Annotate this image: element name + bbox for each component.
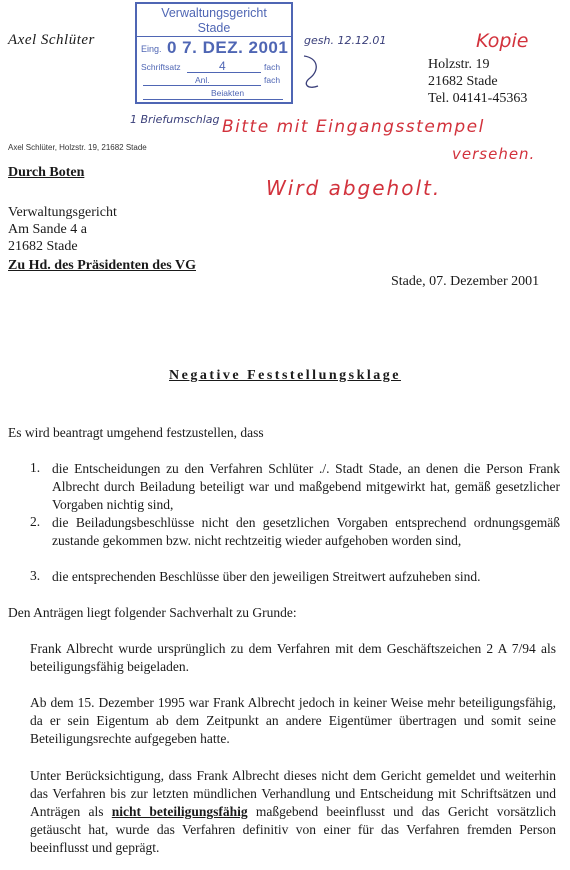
stamp-court-name: Verwaltungsgericht [161,6,267,20]
stamp-divider [137,36,291,37]
stamp-rule [143,85,261,86]
list-item-text: die Beiladungsbeschlüsse nicht den gesetzlichen Vorgaben entsprechend ordnungsgemäß zustande gekommen bzw. nicht rechtzeitig wieder aufgehoben worden sind, [52,515,560,548]
return-address-line: Axel Schlüter, Holzstr. 19, 21682 Stade [8,143,147,152]
stamp-court-city: Stade [197,21,231,35]
recipient-name: Verwaltungsgericht [8,205,117,220]
stamp-rule [143,99,283,100]
stamp-row-count: 4 [219,59,226,73]
list-item-text: die Entscheidungen zu den Verfahren Schlüter ./. Stadt Stade, an denen die Person Frank Albrecht durch Beiladung beteiligt war und maßgebend mitgewirkt hat, gemäß gesetzlicher Vorgaben nichtig sind, [52,461,560,512]
handwritten-note-kopie: Kopie [476,30,529,52]
stamp-row-fach1: fach [264,62,281,72]
list-item-number: 1. [30,460,41,475]
handwritten-note-envelope: 1 Briefumschlag [130,113,220,126]
recipient-street: Am Sande 4 a [8,222,87,237]
stamp-row-beiakten: Beiakten [211,88,245,98]
paragraph-3-start: Unter Berücksichtigung, dass Frank Albrecht dieses nicht dem Gericht gemeldet und weiterhin das Verfahren bis zur letzten mündlichen Verhandlung und Entscheidung mit Schriftsätzen und Anträgen als [30,768,556,819]
list-item-number: 3. [30,568,41,583]
stamp-rule [187,72,261,73]
paragraph-3-end: maßgebend beeinflusst und das Gericht vorsätzlich getäuscht hat, wurde das Verfahren definitiv von einer für das Verfahren fremden Person beeinflusst und geprägt. [30,804,556,855]
sender-phone: Tel. 04141-45363 [428,91,528,106]
recipient-attention: Zu Hd. des Präsidenten des VG [8,258,196,273]
sender-street: Holzstr. 19 [428,57,490,72]
paragraph-1: Frank Albrecht wurde ursprünglich zu dem Verfahren mit dem Geschäftszeichen 2 A 7/94 als beteiligungsfähig beigeladen. [30,641,556,674]
handwritten-note-pickup: Wird abgeholt. [266,176,442,200]
receipt-stamp [135,2,293,104]
paragraph-2: Ab dem 15. Dezember 1995 war Frank Albrecht jedoch in keiner Weise mehr beteiligungsfähig, da er sein Eigentum ab dem Zeitpunkt an andere Eigentümer übertragen und somit seine Beteiligungsrechte aufgegeben hatte. [30,695,556,746]
emphasis-not-eligible: nicht beteiligungsfähig [111,804,248,819]
letter-date: Stade, 07. Dezember 2001 [391,274,540,289]
sender-name: Axel Schlüter [8,32,95,48]
recipient-city: 21682 Stade [8,239,78,254]
stamp-eing-label: Eing. [141,44,162,54]
intro-text: Es wird beantragt umgehend festzustellen, dass [8,425,264,440]
handwritten-note-versehen: versehen. [452,145,536,163]
handwritten-note-gesehen: gesh. 12.12.01 [304,34,387,47]
stamp-date: 0 7. DEZ. 2001 [167,38,289,57]
stamp-row-fach2: fach [264,75,281,85]
sender-city: 21682 Stade [428,74,498,89]
list-item-number: 2. [30,514,41,529]
facts-intro: Den Anträgen liegt folgender Sachverhalt zu Grunde: [8,605,297,620]
handwritten-note-request: Bitte mit Eingangsstempel [222,117,485,137]
document-title: Negative Feststellungsklage [169,368,401,383]
stamp-row-anl: Anl. [195,75,210,85]
stamp-row-schriftsatz: Schriftsatz [141,62,181,72]
list-item-text: die entsprechenden Beschlüsse über den jeweiligen Streitwert aufzuheben sind. [52,569,481,584]
delivery-method: Durch Boten [8,165,85,180]
pen-squiggle-mark [296,52,326,92]
paragraph-3 [30,767,556,857]
